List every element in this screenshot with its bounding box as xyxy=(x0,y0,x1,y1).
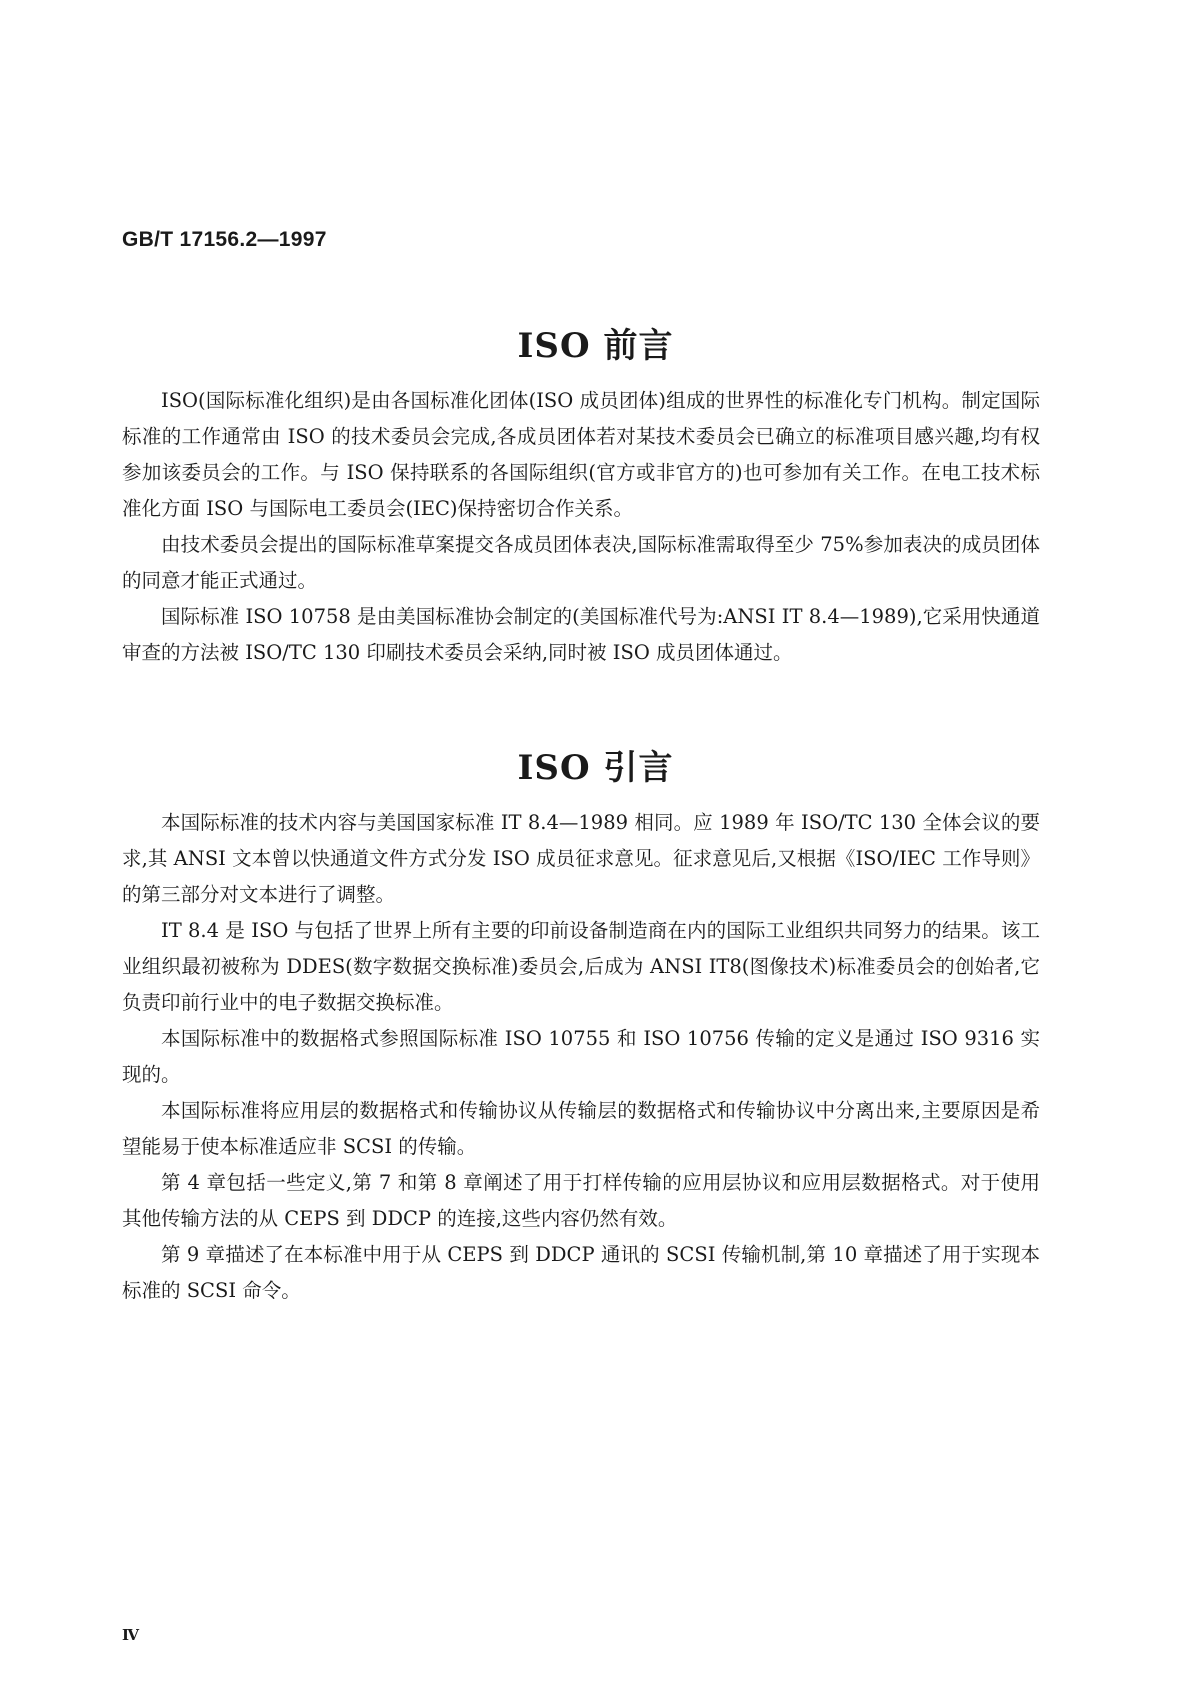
introduction-paragraph: 本国际标准的技术内容与美国国家标准 IT 8.4—1989 相同。应 1989 年 ISO/TC 130 全体会议的要求,其 ANSI 文本曾以快通道文件方式分发 ISO 成员征求意见。征求意见后,又根据《ISO/IEC 工作导则》的第三部分对文本进行了调整。 xyxy=(122,811,1040,906)
foreword-paragraph: 国际标准 ISO 10758 是由美国标准协会制定的(美国标准代号为:ANSI IT 8.4—1989),它采用快通道审查的方法被 ISO/TC 130 印刷技术委员会采纳,同时被 ISO 成员团体通过。 xyxy=(122,605,1040,664)
introduction-body xyxy=(122,805,1040,1309)
introduction-paragraph: 第 9 章描述了在本标准中用于从 CEPS 到 DDCP 通讯的 SCSI 传输机制,第 10 章描述了用于实现本标准的 SCSI 命令。 xyxy=(122,1243,1040,1302)
introduction-title: ISO 引言 xyxy=(517,748,674,788)
standard-number: GB/T 17156.2—1997 xyxy=(122,228,327,251)
foreword-title: ISO 前言 xyxy=(517,326,674,366)
page-number: Ⅳ xyxy=(122,1626,140,1644)
foreword-paragraph: ISO(国际标准化组织)是由各国标准化团体(ISO 成员团体)组成的世界性的标准化专门机构。制定国际标准的工作通常由 ISO 的技术委员会完成,各成员团体若对某技术委员会已确立的标准项目感兴趣,均有权参加该委员会的工作。与 ISO 保持联系的各国际组织(官方或非官方的)也可参加有关工作。在电工技术标准化方面 ISO 与国际电工委员会(IEC)保持密切合作关系。 xyxy=(122,389,1040,520)
introduction-paragraph: 本国际标准将应用层的数据格式和传输协议从传输层的数据格式和传输协议中分离出来,主要原因是希望能易于使本标准适应非 SCSI 的传输。 xyxy=(122,1099,1040,1158)
introduction-paragraph: IT 8.4 是 ISO 与包括了世界上所有主要的印前设备制造商在内的国际工业组织共同努力的结果。该工业组织最初被称为 DDES(数字数据交换标准)委员会,后成为 ANSI IT8(图像技术)标准委员会的创始者,它负责印前行业中的电子数据交换标准。 xyxy=(122,919,1040,1014)
foreword-paragraph: 由技术委员会提出的国际标准草案提交各成员团体表决,国际标准需取得至少 75%参加表决的成员团体的同意才能正式通过。 xyxy=(122,533,1040,592)
foreword-body xyxy=(122,383,1040,671)
introduction-paragraph: 第 4 章包括一些定义,第 7 和第 8 章阐述了用于打样传输的应用层协议和应用层数据格式。对于使用其他传输方法的从 CEPS 到 DDCP 的连接,这些内容仍然有效。 xyxy=(122,1171,1040,1230)
introduction-paragraph: 本国际标准中的数据格式参照国际标准 ISO 10755 和 ISO 10756 传输的定义是通过 ISO 9316 实现的。 xyxy=(122,1027,1040,1086)
